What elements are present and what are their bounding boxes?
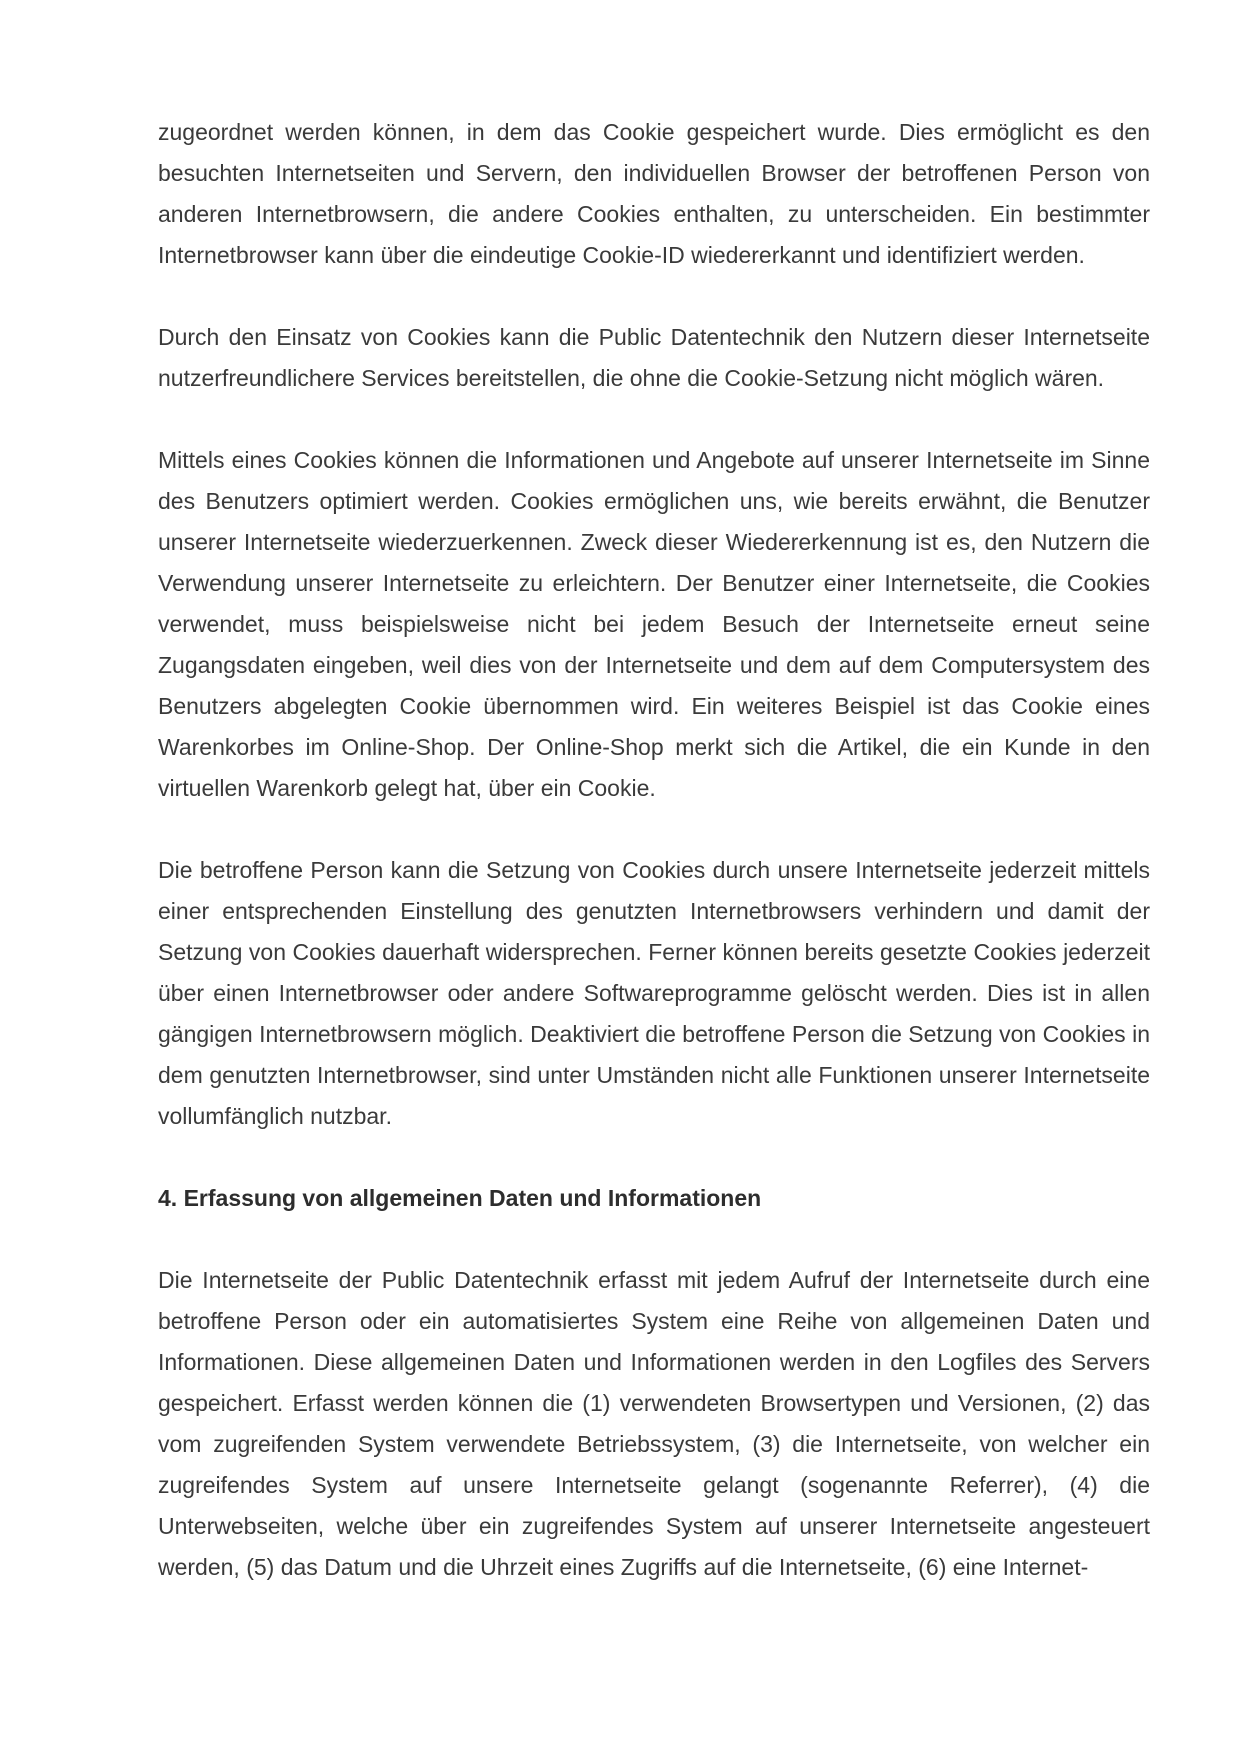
paragraph-cookie-benefits: Durch den Einsatz von Cookies kann die Public Datentechnik den Nutzern dieser Internetseite nutzerfreundlichere Services bereitstellen, die ohne die Cookie-Setzung nicht möglich wären. (158, 324, 1150, 391)
privacy-policy-text-block (158, 112, 1150, 1629)
paragraph-cookie-id-recognition: zugeordnet werden können, in dem das Cookie gespeichert wurde. Dies ermöglicht es den besuchten Internetseiten und Servern, den individuellen Browser der betroffenen Person von anderen Internetbrowsern, die andere Cookies enthalten, zu unterscheiden. Ein bestimmter Internetbrowser kann über die eindeutige Cookie-ID wiedererkannt und identifiziert werden. (158, 119, 1150, 268)
paragraph-cookie-purpose: Mittels eines Cookies können die Informationen und Angebote auf unserer Internetseite im Sinne des Benutzers optimiert werden. Cookies ermöglichen uns, wie bereits erwähnt, die Benutzer unserer Internetseite wiederzuerkennen. Zweck dieser Wiedererkennung ist es, den Nutzern die Verwendung unserer Internetseite zu erleichtern. Der Benutzer einer Internetseite, die Cookies verwendet, muss beispielsweise nicht bei jedem Besuch der Internetseite erneut seine Zugangsdaten eingeben, weil dies von der Internetseite und dem auf dem Computersystem des Benutzers abgelegten Cookie übernommen wird. Ein weiteres Beispiel ist das Cookie eines Warenkorbes im Online-Shop. Der Online-Shop merkt sich die Artikel, die ein Kunde in den virtuellen Warenkorb gelegt hat, über ein Cookie. (158, 447, 1150, 801)
section-heading-erfassung-allgemeiner-daten: 4. Erfassung von allgemeinen Daten und Informationen (158, 1185, 762, 1211)
paragraph-cookie-opt-out: Die betroffene Person kann die Setzung von Cookies durch unsere Internetseite jederzeit mittels einer entsprechenden Einstellung des genutzten Internetbrowsers verhindern und damit der Setzung von Cookies dauerhaft widersprechen. Ferner können bereits gesetzte Cookies jederzeit über einen Internetbrowser oder andere Softwareprogramme gelöscht werden. Dies ist in allen gängigen Internetbrowsern möglich. Deaktiviert die betroffene Person die Setzung von Cookies in dem genutzten Internetbrowser, sind unter Umständen nicht alle Funktionen unserer Internetseite vollumfänglich nutzbar. (158, 857, 1150, 1129)
paragraph-general-data-collection: Die Internetseite der Public Datentechnik erfasst mit jedem Aufruf der Internetseite durch eine betroffene Person oder ein automatisiertes System eine Reihe von allgemeinen Daten und Informationen. Diese allgemeinen Daten und Informationen werden in den Logfiles des Servers gespeichert. Erfasst werden können die (1) verwendeten Browsertypen und Versionen, (2) das vom zugreifenden System verwendete Betriebssystem, (3) die Internetseite, von welcher ein zugreifendes System auf unsere Internetseite gelangt (sogenannte Referrer), (4) die Unterwebseiten, welche über ein zugreifendes System auf unserer Internetseite angesteuert werden, (5) das Datum und die Uhrzeit eines Zugriffs auf die Internetseite, (6) eine Internet- (158, 1267, 1150, 1580)
